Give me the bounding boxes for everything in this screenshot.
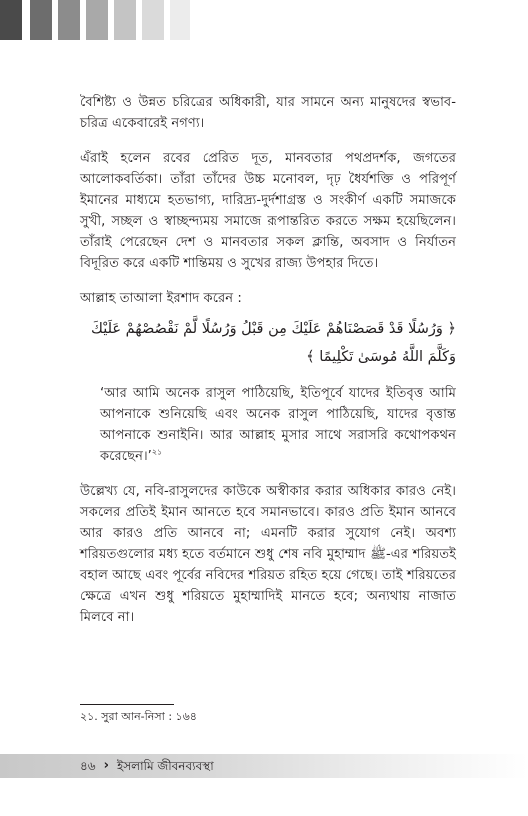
verse-intro: আল্লাহ তাআলা ইরশাদ করেন : xyxy=(80,291,242,306)
header-bar xyxy=(142,0,164,40)
book-title: ইসলামি জীবনব্যবস্থা xyxy=(116,759,214,773)
quote-text: ‘আর আমি অনেক রাসুল পাঠিয়েছি, ইতিপূর্বে যাদের ইতিবৃত্ত আমি আপনাকে শুনিয়েছি এবং অনেক রাসুল পাঠিয়েছি, যাদের বৃত্তান্ত আপনাকে শুনাইনি। আর আল্লাহ মুসার সাথে সরাসরি কথোপকথন করেছেন।’ xyxy=(100,386,456,464)
header-bar xyxy=(114,0,136,40)
header-decoration xyxy=(0,0,190,40)
paragraph: বৈশিষ্ট্য ও উন্নত চরিত্রের অধিকারী, যার সামনে অন্য মানুষদের স্বভাব-চরিত্র একেবারেই নগণ্য। xyxy=(80,95,456,131)
page-footer xyxy=(80,757,214,775)
footnote: ২১. সুরা আন-নিসা : ১৬৪ xyxy=(80,710,197,723)
footnote-ref: ২১ xyxy=(151,447,163,457)
header-bar xyxy=(30,0,52,40)
page-body xyxy=(80,92,456,642)
paragraph: উল্লেখ্য যে, নবি-রাসুলদের কাউকে অস্বীকার করার অধিকার কারও নেই। সকলের প্রতিই ইমান আনতে হবে সমানভাবে। কারও প্রতি ইমান আনবে আর কারও প্রতি আনবে না; এমনটি করার সুযোগ নেই। অবশ্য শরিয়তগুলোর মধ্য হতে বর্তমানে শুধু শেষ নবি মুহাম্মাদ ﷺ-এর শরিয়তই বহাল আছে এবং পূর্বের নবিদের শরিয়ত রহিত হয়ে গেছে। তাই শরিয়তের ক্ষেত্রে এখন শুধু শরিয়তে মুহাম্মাদিই মানতে হবে; অন্যথায় নাজাত মিলবে না। xyxy=(80,484,456,625)
header-bar xyxy=(86,0,108,40)
footnote-divider xyxy=(80,704,174,705)
header-bar xyxy=(170,0,190,40)
header-gap xyxy=(22,0,30,40)
chevron-right-icon: › xyxy=(103,758,109,773)
verse-translation xyxy=(100,383,456,467)
page-number: ৪৬ xyxy=(80,759,96,773)
arabic-verse: ﴿ وَرُسُلًا قَدْ قَصَصْنَاهُمْ عَلَيْكَ مِن قَبْلُ وَرُسُلًا لَّمْ نَقْصُصْهُمْ عَلَيْكَ وَكَلَّمَ اللَّهُ مُوسَىٰ تَكْلِيمًا ﴾ xyxy=(90,321,456,365)
paragraph: এঁরাই হলেন রবের প্রেরিত দূত, মানবতার পথপ্রদর্শক, জগতের আলোকবর্তিকা। তাঁরা তাঁদের উচ্চ মনোবল, দৃঢ় ধৈর্যশক্তি ও পরিপূর্ণ ইমানের মাধ্যমে হতভাগ্য, দারিদ্র্য-দুর্দশাগ্রস্ত ও সংকীর্ণ একটি সমাজকে সুখী, সচ্ছল ও স্বাচ্ছন্দ্যময় সমাজে রূপান্তরিত করতে সক্ষম হয়েছিলেন। তাঁরাই পেরেছেন দেশ ও মানবতার সকল ক্লান্তি, অবসাদ ও নির্যাতন বিদূরিত করে একটি শান্তিময় ও সুখের রাজ্য উপহার দিতে। xyxy=(80,151,456,271)
header-bar xyxy=(0,0,22,40)
header-bar xyxy=(58,0,80,40)
